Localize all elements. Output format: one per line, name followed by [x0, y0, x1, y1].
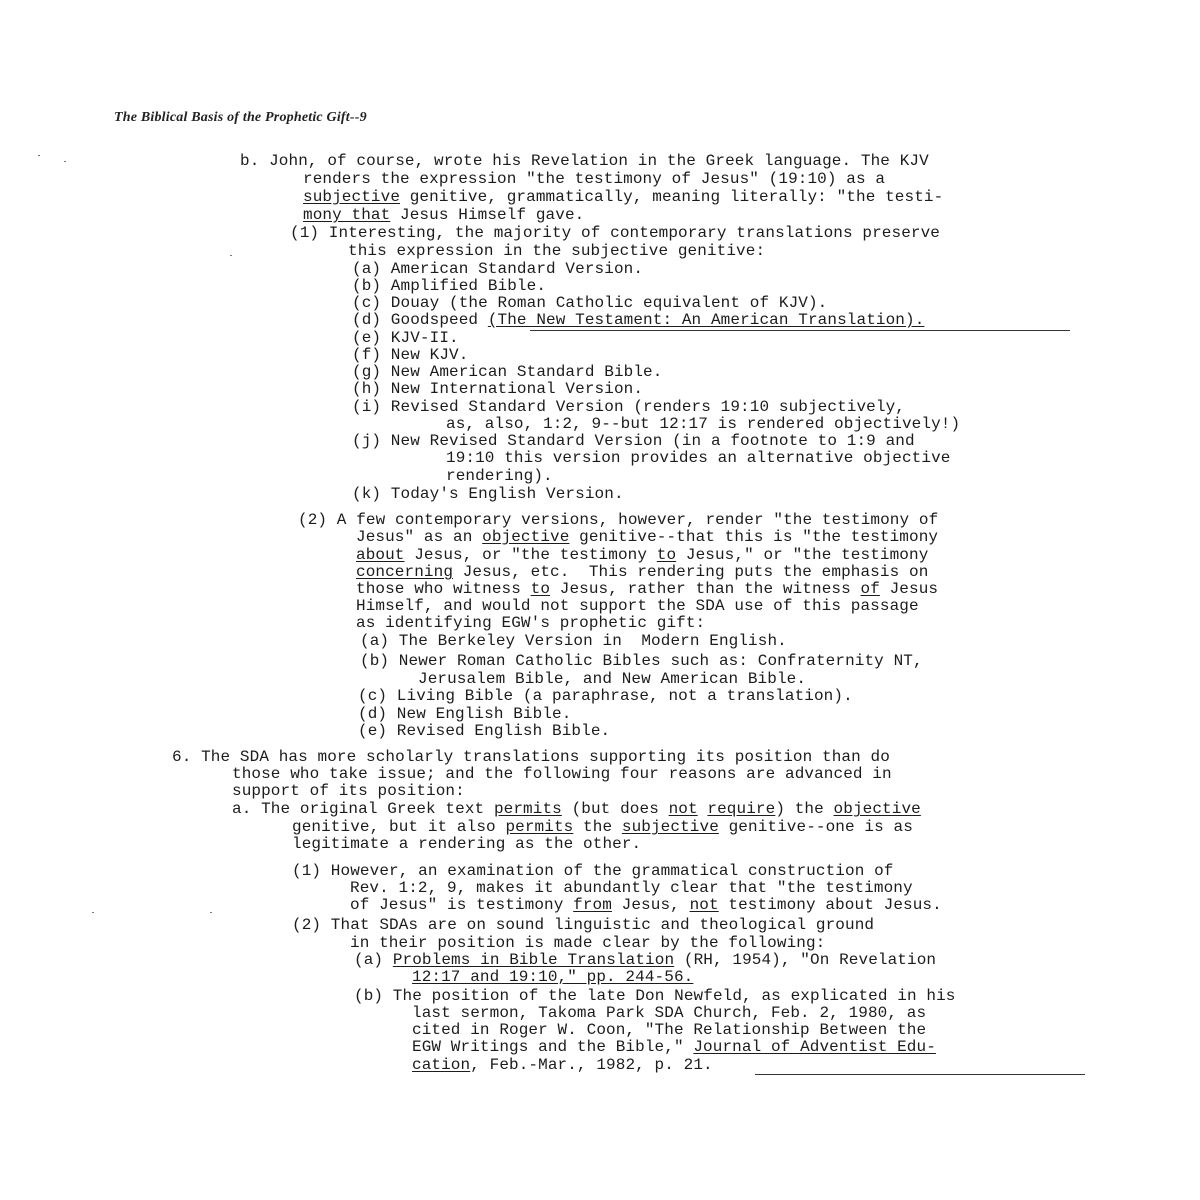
- section-6a-sub2-item-b-line-2: last sermon, Takoma Park SDA Church, Feb. 2, 1980, as: [412, 1004, 927, 1022]
- section-6a-sub2-line-2: in their position is made clear by the following:: [350, 934, 826, 952]
- section-6a-sub1-line-1: (1) However, an examination of the grammatical construction of: [292, 862, 894, 880]
- list2-item-b-line-2: Jerusalem Bible, and New American Bible.: [418, 670, 807, 688]
- list-item-c: (c) Douay (the Roman Catholic equivalent of KJV).: [352, 294, 828, 312]
- section-6a-sub2-item-a-line-1: (a) Problems in Bible Translation (RH, 1954), "On Revelation: [354, 951, 937, 969]
- section-6a-sub2-line-1: (2) That SDAs are on sound linguistic and theological ground: [292, 916, 875, 934]
- list-item-e: (e) KJV-II.: [352, 329, 459, 347]
- section-6a-sub2-item-b-line-3: cited in Roger W. Coon, "The Relationship Between the: [412, 1021, 927, 1039]
- section-6a-sub2-item-b-line-1: (b) The position of the late Don Newfeld, as explicated in his: [354, 987, 956, 1005]
- page-header: The Biblical Basis of the Prophetic Gift--9: [114, 110, 367, 125]
- list-item-b: (b) Amplified Bible.: [352, 277, 547, 295]
- section-6a-sub1-line-2: Rev. 1:2, 9, makes it abundantly clear that "the testimony: [350, 879, 913, 897]
- list-item-i-line-2: as, also, 1:2, 9--but 12:17 is rendered objectively!): [446, 415, 961, 433]
- item-b-line-1: b. John, of course, wrote his Revelation in the Greek language. The KJV: [240, 152, 929, 170]
- list2-item-e: (e) Revised English Bible.: [358, 722, 611, 740]
- list-item-k: (k) Today's English Version.: [352, 485, 624, 503]
- underlined-goodspeed-title: (The New Testament: An American Translation).: [487, 311, 925, 329]
- list2-item-c: (c) Living Bible (a paraphrase, not a translation).: [358, 687, 853, 705]
- list2-item-d: (d) New English Bible.: [358, 705, 572, 723]
- section-6-line-2: those who take issue; and the following four reasons are advanced in: [232, 765, 892, 783]
- scan-speck: [38, 155, 40, 156]
- scan-speck: [230, 255, 232, 256]
- list-item-d: (d) Goodspeed (The New Testament: An American Translation).: [352, 311, 925, 329]
- section-6a-line-2: genitive, but it also permits the subjective genitive--one is as: [292, 818, 913, 836]
- list2-item-b-line-1: (b) Newer Roman Catholic Bibles such as: Confraternity NT,: [360, 652, 923, 670]
- list-item-j-line-3: rendering).: [446, 467, 553, 485]
- section-6a-sub2-item-b-line-5: cation, Feb.-Mar., 1982, p. 21.: [412, 1056, 713, 1074]
- list-item-j-line-1: (j) New Revised Standard Version (in a footnote to 1:9 and: [352, 432, 915, 450]
- subitem-1-line-2: this expression in the subjective genitive:: [348, 242, 766, 260]
- subitem-2-line-4: concerning Jesus, etc. This rendering puts the emphasis on: [356, 563, 929, 581]
- subitem-1-line-1: (1) Interesting, the majority of contemporary translations preserve: [290, 224, 941, 242]
- scan-speck: [92, 912, 94, 913]
- scan-speck: [210, 912, 212, 913]
- section-6-line-1: 6. The SDA has more scholarly translations supporting its position than do: [172, 748, 890, 766]
- subitem-2-line-7: as identifying EGW's prophetic gift:: [356, 614, 706, 632]
- underlined-mony-that: mony that: [303, 206, 391, 224]
- section-6a-sub1-line-3: of Jesus" is testimony from Jesus, not testimony about Jesus.: [350, 896, 942, 914]
- scan-speck: [64, 161, 66, 162]
- section-6a-line-1: a. The original Greek text permits (but does not require) the objective: [232, 800, 921, 818]
- item-b-line-2: renders the expression "the testimony of Jesus" (19:10) as a: [303, 170, 886, 188]
- subitem-2-line-5: those who witness to Jesus, rather than the witness of Jesus: [356, 580, 939, 598]
- item-b-line-3: subjective genitive, grammatically, meaning literally: "the testi-: [303, 188, 944, 206]
- list-item-h: (h) New International Version.: [352, 380, 644, 398]
- subitem-2-line-3: about Jesus, or "the testimony to Jesus," or "the testimony: [356, 546, 929, 564]
- subitem-2-line-1: (2) A few contemporary versions, however, render "the testimony of: [298, 511, 939, 529]
- subitem-2-line-6: Himself, and would not support the SDA use of this passage: [356, 597, 919, 615]
- underlined-subjective: subjective: [303, 188, 401, 206]
- list-item-g: (g) New American Standard Bible.: [352, 363, 663, 381]
- list2-item-a: (a) The Berkeley Version in Modern English.: [360, 632, 787, 650]
- subitem-2-line-2: Jesus" as an objective genitive--that this is "the testimony: [356, 528, 939, 546]
- section-6a-line-3: legitimate a rendering as the other.: [292, 835, 642, 853]
- section-6-line-3: support of its position:: [232, 782, 465, 800]
- list-item-f: (f) New KJV.: [352, 346, 469, 364]
- section-6a-sub2-item-b-line-4: EGW Writings and the Bible," Journal of Adventist Edu-: [412, 1038, 936, 1056]
- item-b-line-4: mony that Jesus Himself gave.: [303, 206, 585, 224]
- list-item-i-line-1: (i) Revised Standard Version (renders 19:10 subjectively,: [352, 398, 905, 416]
- section-6a-sub2-item-a-line-2: 12:17 and 19:10," pp. 244-56.: [412, 968, 694, 986]
- list-item-a: (a) American Standard Version.: [352, 260, 644, 278]
- list-item-j-line-2: 19:10 this version provides an alternative objective: [446, 449, 951, 467]
- underline-rule: [530, 330, 1070, 331]
- underline-rule: [755, 1074, 1085, 1075]
